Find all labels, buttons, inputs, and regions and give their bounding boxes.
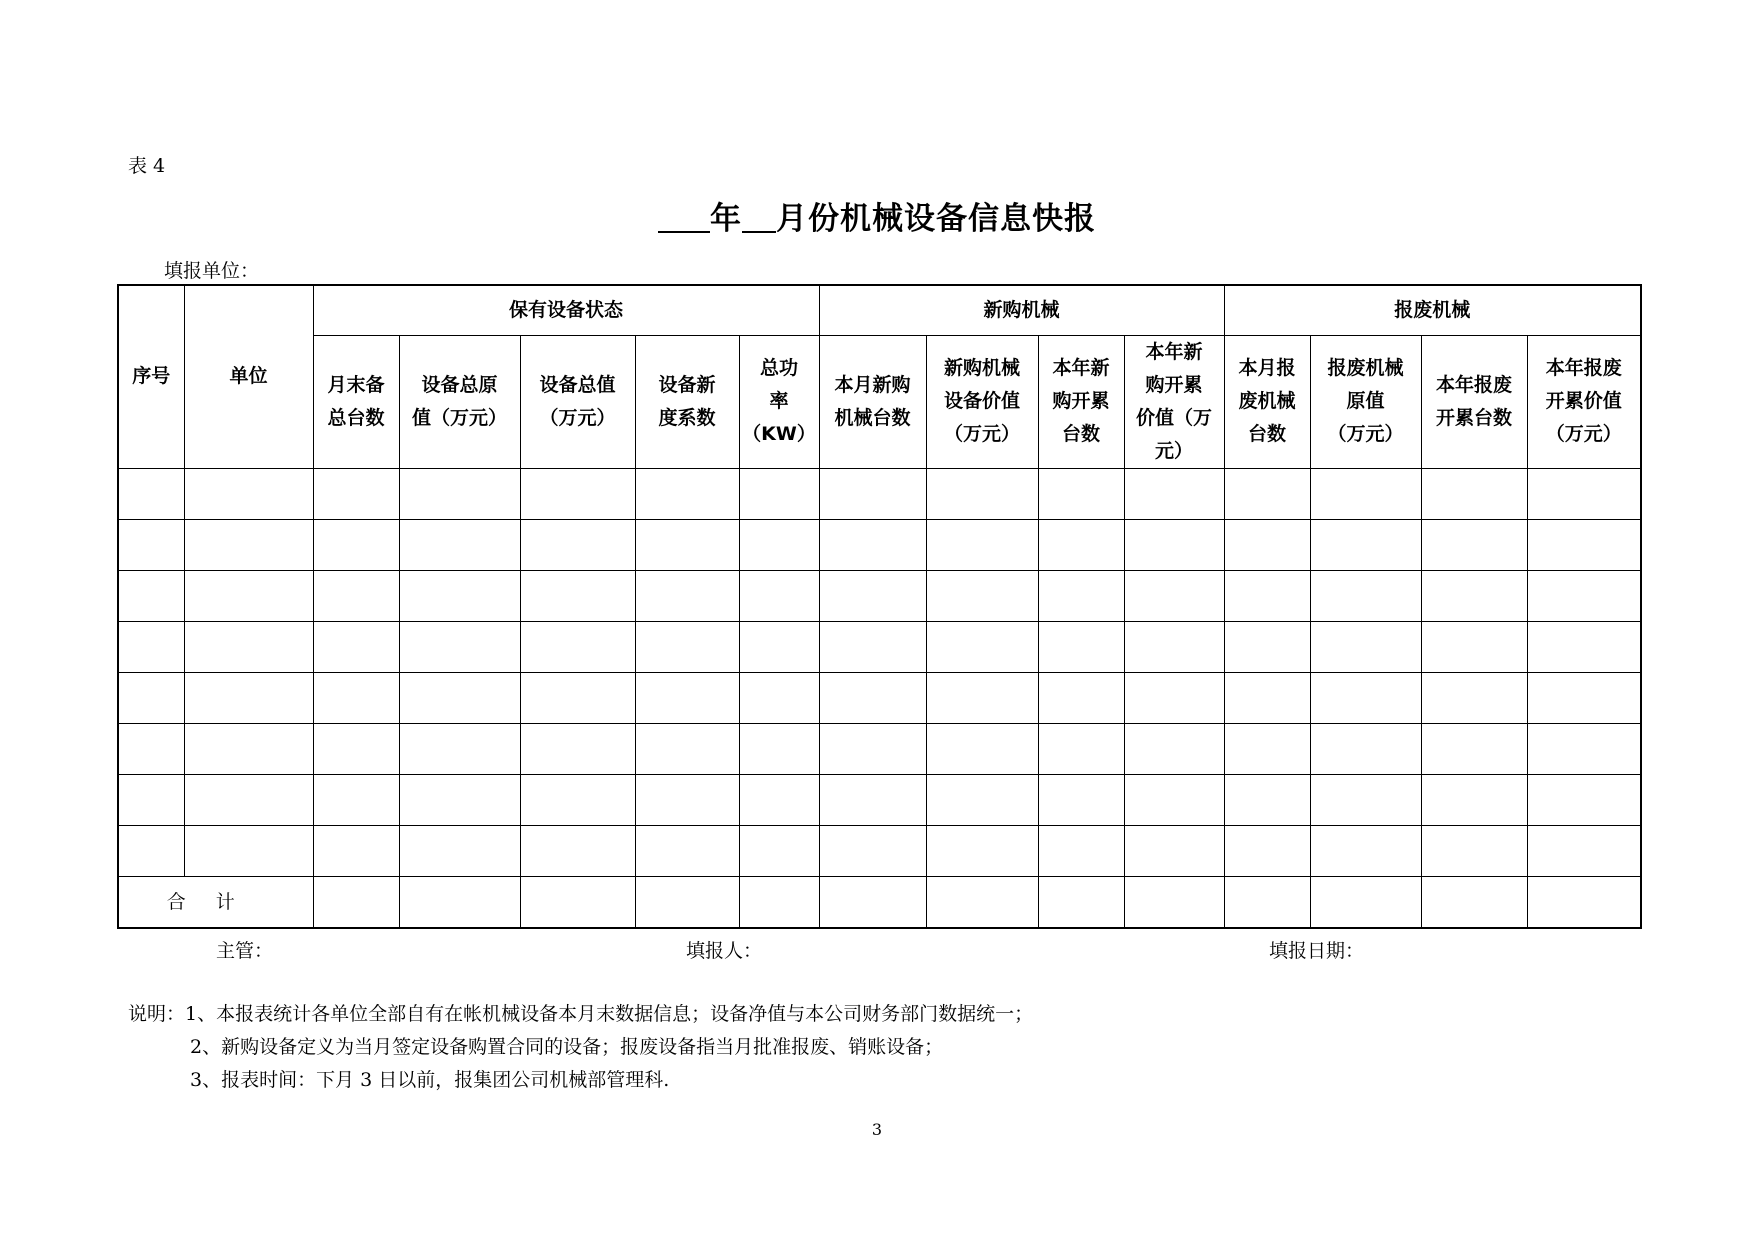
table-cell[interactable]	[1310, 468, 1421, 519]
table-cell[interactable]	[635, 775, 739, 826]
table-cell[interactable]	[118, 519, 184, 570]
table-cell[interactable]	[1310, 673, 1421, 724]
col-header-orig-value: 设备总原 值（万元）	[399, 335, 520, 468]
table-cell[interactable]	[739, 570, 819, 621]
table-cell[interactable]	[739, 622, 819, 673]
table-cell[interactable]	[118, 826, 184, 877]
table-cell[interactable]	[1224, 826, 1310, 877]
table-cell[interactable]	[1421, 622, 1527, 673]
table-cell[interactable]	[739, 826, 819, 877]
table-cell[interactable]	[313, 622, 399, 673]
table-row	[118, 724, 1641, 775]
table-cell[interactable]	[1421, 724, 1527, 775]
table-cell[interactable]	[1310, 519, 1421, 570]
table-row	[118, 826, 1641, 877]
table-row	[118, 468, 1641, 519]
total-cell[interactable]	[1124, 877, 1224, 928]
col-header-newness: 设备新 度系数	[635, 335, 739, 468]
table-cell[interactable]	[819, 775, 926, 826]
table-cell[interactable]	[926, 468, 1038, 519]
table-cell[interactable]	[1038, 673, 1124, 724]
table-cell[interactable]	[1038, 519, 1124, 570]
table-cell[interactable]	[1527, 570, 1641, 621]
table-cell[interactable]	[1421, 826, 1527, 877]
table-cell[interactable]	[520, 468, 635, 519]
table-cell[interactable]	[635, 519, 739, 570]
table-cell[interactable]	[184, 519, 313, 570]
report-title	[0, 193, 1754, 238]
year-blank[interactable]	[658, 201, 710, 233]
table-cell[interactable]	[1421, 570, 1527, 621]
table-cell[interactable]	[1124, 826, 1224, 877]
table-cell[interactable]	[313, 775, 399, 826]
table-cell[interactable]	[1527, 673, 1641, 724]
table-cell[interactable]	[184, 724, 313, 775]
col-header-year-scrap-count: 本年报废 开累台数	[1421, 335, 1527, 468]
table-cell[interactable]	[184, 468, 313, 519]
table-cell[interactable]	[399, 826, 520, 877]
table-cell[interactable]	[520, 724, 635, 775]
table-cell[interactable]	[926, 622, 1038, 673]
table-cell[interactable]	[926, 826, 1038, 877]
col-header-unit: 单位	[184, 285, 313, 468]
total-cell[interactable]	[399, 877, 520, 928]
table-cell[interactable]	[399, 570, 520, 621]
table-cell[interactable]	[118, 673, 184, 724]
table-cell[interactable]	[819, 673, 926, 724]
table-cell[interactable]	[520, 519, 635, 570]
total-cell[interactable]	[635, 877, 739, 928]
table-cell[interactable]	[926, 724, 1038, 775]
table-cell[interactable]	[819, 826, 926, 877]
table-cell[interactable]	[635, 724, 739, 775]
table-cell[interactable]	[1038, 775, 1124, 826]
table-row	[118, 673, 1641, 724]
table-cell[interactable]	[399, 622, 520, 673]
table-cell[interactable]	[739, 724, 819, 775]
table-cell[interactable]	[1421, 519, 1527, 570]
table-cell[interactable]	[520, 775, 635, 826]
header-row-subcols	[118, 335, 1641, 468]
table-cell[interactable]	[313, 519, 399, 570]
table-cell[interactable]	[635, 570, 739, 621]
total-cell[interactable]	[1038, 877, 1124, 928]
page-number: 3	[871, 1120, 883, 1139]
table-cell[interactable]	[739, 775, 819, 826]
table-cell[interactable]	[1124, 519, 1224, 570]
table-cell[interactable]	[635, 622, 739, 673]
table-cell[interactable]	[1124, 724, 1224, 775]
col-header-power: 总功 率 （KW）	[739, 335, 819, 468]
table-cell[interactable]	[313, 468, 399, 519]
table-cell[interactable]	[1421, 775, 1527, 826]
table-cell[interactable]	[1038, 622, 1124, 673]
table-cell[interactable]	[635, 826, 739, 877]
table-cell[interactable]	[1310, 775, 1421, 826]
table-cell[interactable]	[1124, 673, 1224, 724]
table-cell[interactable]	[399, 724, 520, 775]
total-cell[interactable]	[739, 877, 819, 928]
table-cell[interactable]	[520, 673, 635, 724]
report-table	[117, 284, 1642, 929]
table-cell[interactable]	[1224, 673, 1310, 724]
supervisor-label: 主管：	[216, 940, 274, 962]
table-cell[interactable]	[1310, 570, 1421, 621]
table-row	[118, 622, 1641, 673]
table-cell[interactable]	[926, 673, 1038, 724]
total-cell[interactable]	[926, 877, 1038, 928]
filler-label: 填报人：	[686, 940, 763, 962]
table-cell[interactable]	[926, 519, 1038, 570]
table-cell[interactable]	[399, 519, 520, 570]
total-row	[118, 877, 1641, 928]
table-row	[118, 775, 1641, 826]
col-header-year-new-count: 本年新 购开累 台数	[1038, 335, 1124, 468]
table-cell[interactable]	[399, 673, 520, 724]
table-cell[interactable]	[184, 673, 313, 724]
col-header-year-new-value: 本年新 购开累 价值（万 元）	[1124, 335, 1224, 468]
col-header-month-scrap-count: 本月报 废机械 台数	[1224, 335, 1310, 468]
col-header-scrap-orig-value: 报废机械 原值 （万元）	[1310, 335, 1421, 468]
table-number-label: 表 4	[128, 155, 166, 177]
note-line-1: 说明：1、本报表统计各单位全部自有在帐机械设备本月末数据信息；设备净值与本公司财务部门数据统一；	[128, 1003, 1034, 1025]
month-blank[interactable]	[742, 201, 776, 233]
table-cell[interactable]	[1038, 468, 1124, 519]
col-header-year-scrap-value: 本年报废 开累价值 （万元）	[1527, 335, 1641, 468]
col-header-month-end-total: 月末备 总台数	[313, 335, 399, 468]
col-header-total-value: 设备总值 （万元）	[520, 335, 635, 468]
table-cell[interactable]	[739, 468, 819, 519]
table-cell[interactable]	[1527, 775, 1641, 826]
table-cell[interactable]	[1124, 570, 1224, 621]
table-cell[interactable]	[1224, 519, 1310, 570]
table-cell[interactable]	[184, 826, 313, 877]
total-cell[interactable]	[1310, 877, 1421, 928]
table-cell[interactable]	[1310, 724, 1421, 775]
table-cell[interactable]	[118, 468, 184, 519]
table-cell[interactable]	[118, 775, 184, 826]
notes-section	[128, 998, 1033, 1097]
table-cell[interactable]	[520, 570, 635, 621]
table-cell[interactable]	[819, 622, 926, 673]
table-cell[interactable]	[118, 570, 184, 621]
table-cell[interactable]	[313, 826, 399, 877]
col-header-new-value: 新购机械 设备价值 （万元）	[926, 335, 1038, 468]
data-rows	[118, 468, 1641, 877]
table-cell[interactable]	[739, 673, 819, 724]
table-cell[interactable]	[1527, 724, 1641, 775]
col-header-month-new-count: 本月新购 机械台数	[819, 335, 926, 468]
table-cell[interactable]	[118, 622, 184, 673]
table-cell[interactable]	[313, 673, 399, 724]
total-cell[interactable]	[1421, 877, 1527, 928]
table-row	[118, 570, 1641, 621]
table-cell[interactable]	[313, 570, 399, 621]
table-cell[interactable]	[819, 468, 926, 519]
table-cell[interactable]	[1224, 775, 1310, 826]
total-cell[interactable]	[1527, 877, 1641, 928]
table-cell[interactable]	[819, 570, 926, 621]
note-line-2: 2、新购设备定义为当月签定设备购置合同的设备；报废设备指当月批准报废、销账设备；	[190, 1036, 944, 1058]
table-cell[interactable]	[118, 724, 184, 775]
total-cell[interactable]	[819, 877, 926, 928]
total-cell[interactable]	[1224, 877, 1310, 928]
total-cell[interactable]	[520, 877, 635, 928]
table-cell[interactable]	[819, 519, 926, 570]
table-cell[interactable]	[1224, 570, 1310, 621]
group-header-new-purchase: 新购机械	[819, 285, 1224, 335]
table-cell[interactable]	[1038, 570, 1124, 621]
note-line-3: 3、报表时间：下月 3 日以前，报集团公司机械部管理科.	[190, 1069, 670, 1091]
table-cell[interactable]	[184, 622, 313, 673]
table-cell[interactable]	[1224, 622, 1310, 673]
table-cell[interactable]	[1310, 622, 1421, 673]
total-cell[interactable]	[313, 877, 399, 928]
group-header-scrap: 报废机械	[1224, 285, 1641, 335]
header-row-groups	[118, 285, 1641, 335]
table-cell[interactable]	[819, 724, 926, 775]
table-cell[interactable]	[1527, 519, 1641, 570]
table-cell[interactable]	[520, 826, 635, 877]
table-cell[interactable]	[1310, 826, 1421, 877]
table-cell[interactable]	[1124, 622, 1224, 673]
table-cell[interactable]	[635, 673, 739, 724]
table-cell[interactable]	[926, 570, 1038, 621]
table-cell[interactable]	[399, 775, 520, 826]
table-cell[interactable]	[1124, 468, 1224, 519]
table-cell[interactable]	[184, 570, 313, 621]
table-cell[interactable]	[1527, 826, 1641, 877]
table-cell[interactable]	[1038, 724, 1124, 775]
table-cell[interactable]	[1421, 673, 1527, 724]
title-year-text: 年	[710, 201, 742, 237]
table-cell[interactable]	[1527, 622, 1641, 673]
table-cell[interactable]	[926, 775, 1038, 826]
group-header-holding: 保有设备状态	[313, 285, 819, 335]
table-cell[interactable]	[520, 622, 635, 673]
title-main-text: 月份机械设备信息快报	[776, 201, 1096, 237]
table-cell[interactable]	[399, 468, 520, 519]
table-cell[interactable]	[635, 468, 739, 519]
fill-unit-label: 填报单位：	[164, 260, 260, 282]
table-cell[interactable]	[184, 775, 313, 826]
table-cell[interactable]	[1038, 826, 1124, 877]
fill-date-label: 填报日期：	[1269, 940, 1365, 962]
table-cell[interactable]	[313, 724, 399, 775]
table-cell[interactable]	[1224, 724, 1310, 775]
table-cell[interactable]	[1527, 468, 1641, 519]
table-row	[118, 519, 1641, 570]
table-cell[interactable]	[1224, 468, 1310, 519]
table-cell[interactable]	[1124, 775, 1224, 826]
col-header-seq: 序号	[118, 285, 184, 468]
total-label: 合计	[118, 877, 313, 928]
table-cell[interactable]	[739, 519, 819, 570]
table-cell[interactable]	[1421, 468, 1527, 519]
